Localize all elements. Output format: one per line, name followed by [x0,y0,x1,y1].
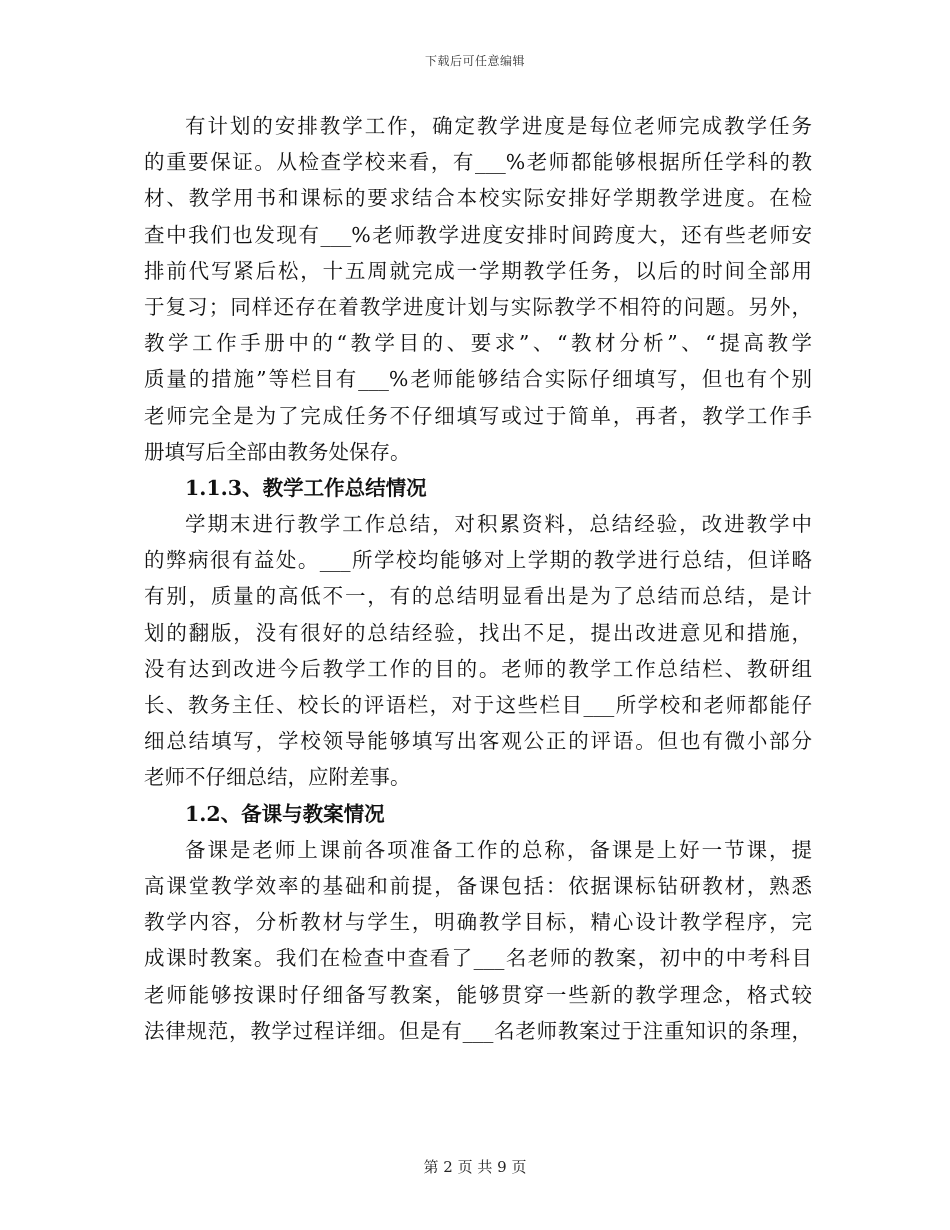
paragraph-line: 长、教务主任、校长的评语栏，对于这些栏目___所学校和老师都能仔 [144,693,812,717]
paragraph-line: 学期末进行教学工作总结，对积累资料，总结经验，改进教学中 [185,512,812,537]
paragraph-line: 老师不仔细总结，应附差事。 [144,765,411,790]
page-number: 第 2 页 共 9 页 [423,1158,527,1176]
paragraph-line: 的重要保证。从检查学校来看，有___%老师都能够根据所任学科的教 [144,150,812,175]
paragraph-line: 老师完全是为了完成任务不仔细填写或过于简单，再者，教学工作手 [144,403,812,428]
paragraph-line: 没有达到改进今后教学工作的目的。老师的教学工作总结栏、教研组 [144,656,812,681]
paragraph-line: 查中我们也发现有___%老师教学进度安排时间跨度大，还有些老师安 [144,222,812,247]
paragraph-line: 备课是老师上课前各项准备工作的总称，备课是上好一节课，提 [185,837,812,862]
paragraph-line: 教学内容，分析教材与学生，明确教学目标，精心设计教学程序，完 [144,910,812,935]
paragraph-line: 的弊病很有益处。___所学校均能够对上学期的教学进行总结，但详略 [144,548,812,573]
paragraph-line: 材、教学用书和课标的要求结合本校实际安排好学期教学进度。在检 [144,186,812,211]
paragraph-line: 有计划的安排教学工作，确定教学进度是每位老师完成教学任务 [185,114,812,138]
section-heading: 1.2、备课与教案情况 [185,801,385,826]
paragraph-line: 细总结填写，学校领导能够填写出客观公正的评语。但也有微小部分 [144,729,812,754]
paragraph-line: 老师能够按课时仔细备写教案，能够贯穿一些新的教学理念，格式较 [144,982,812,1007]
paragraph-line: 有别，质量的高低不一，有的总结明显看出是为了总结而总结，是计 [144,584,812,609]
section-heading: 1.1.3、教学工作总结情况 [185,475,427,500]
paragraph-line: 于复习；同样还存在着教学进度计划与实际教学不相符的问题。另外， [144,294,812,319]
paragraph-line: 排前代写紧后松，十五周就完成一学期教学任务，以后的时间全部用 [144,258,812,283]
document-body [144,108,812,1049]
paragraph-line: 教学工作手册中的“教学目的、要求”、“教材分析”、“提高教学 [144,331,812,356]
paragraph-line: 划的翻版，没有很好的总结经验，找出不足，提出改进意见和措施， [144,620,812,645]
paragraph-line: 册填写后全部由教务处保存。 [144,439,411,464]
paragraph-line: 成课时教案。我们在检查中查看了___名老师的教案，初中的中考科目 [144,946,812,971]
paragraph-line: 法律规范，教学过程详细。但是有___名老师教案过于注重知识的条理， [144,1018,812,1043]
paragraph-line: 质量的措施”等栏目有___%老师能够结合实际仔细填写，但也有个别 [144,367,812,392]
page-header: 下载后可任意编辑 [424,54,525,68]
paragraph-line: 高课堂教学效率的基础和前提，备课包括：依据课标钻研教材，熟悉 [144,873,812,898]
